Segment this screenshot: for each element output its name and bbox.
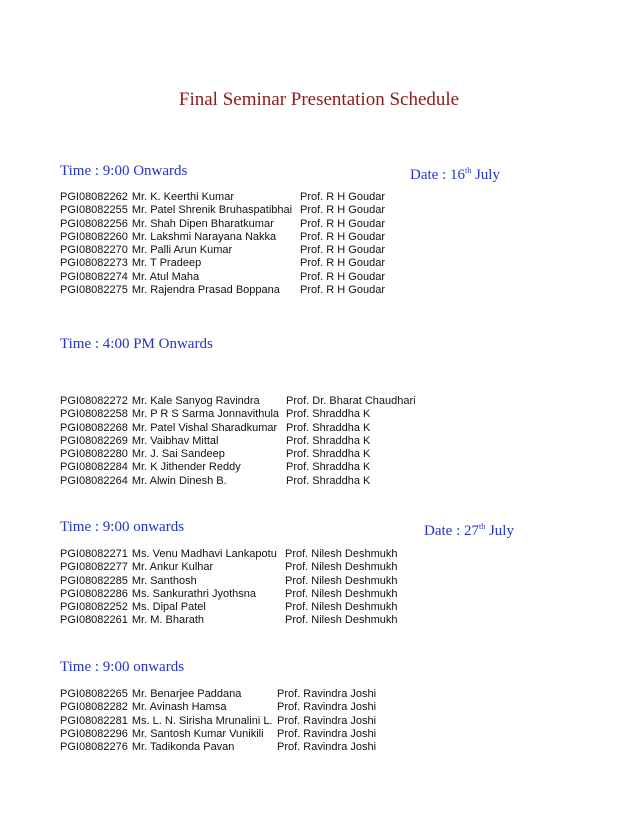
section-1-date <box>410 162 500 184</box>
guide-name: Prof. Shraddha K <box>286 448 371 461</box>
guide-name: Prof. Nilesh Deshmukh <box>285 614 398 627</box>
schedule-row <box>60 422 416 435</box>
student-name: Mr. Shah Dipen Bharatkumar <box>131 217 274 230</box>
student-name: Mr. Tadikonda Pavan <box>131 741 235 754</box>
student-id: PGI08082262 <box>60 191 128 203</box>
student-id: PGI08082272 <box>60 395 128 407</box>
guide-name: Prof. Dr. Bharat Chaudhari <box>286 395 416 407</box>
guide-name: Prof. Ravindra Joshi <box>277 688 377 700</box>
student-name: Mr. Palli Arun Kumar <box>131 244 233 257</box>
section-4-list <box>60 688 376 754</box>
student-name: Ms. Sankurathri Jyothsna <box>131 587 257 600</box>
student-name: Mr. Lakshmi Narayana Nakka <box>131 230 277 243</box>
section-3-time: Time : 9:00 onwards <box>60 519 185 535</box>
guide-name: Prof. Nilesh Deshmukh <box>285 601 398 614</box>
date-month: July <box>471 167 500 183</box>
student-name: Mr. K. Keerthi Kumar <box>131 191 234 203</box>
schedule-row <box>60 218 385 231</box>
schedule-row <box>60 191 385 204</box>
schedule-row <box>60 284 385 297</box>
student-id: PGI08082265 <box>60 688 128 700</box>
guide-name: Prof. Nilesh Deshmukh <box>285 587 398 600</box>
guide-name: Prof. R H Goudar <box>300 257 385 270</box>
schedule-row <box>60 741 376 754</box>
section-4-time: Time : 9:00 onwards <box>60 659 185 675</box>
student-name: Mr. K Jithender Reddy <box>131 461 241 474</box>
student-name: Mr. Atul Maha <box>131 270 200 283</box>
student-id: PGI08082260 <box>60 230 128 243</box>
section-3-date <box>424 518 514 540</box>
schedule-row <box>60 575 398 588</box>
section-2-time: Time : 4:00 PM Onwards <box>60 336 213 352</box>
student-id: PGI08082281 <box>60 714 128 727</box>
schedule-row <box>60 588 398 601</box>
schedule-row <box>60 448 416 461</box>
date-suffix-sup: th <box>464 166 472 175</box>
guide-name: Prof. R H Goudar <box>300 284 385 297</box>
student-id: PGI08082258 <box>60 408 128 421</box>
schedule-row <box>60 475 416 488</box>
guide-name: Prof. R H Goudar <box>300 244 385 257</box>
student-id: PGI08082273 <box>60 257 128 270</box>
guide-name: Prof. Shraddha K <box>286 461 371 474</box>
date-suffix-sup: th <box>478 522 486 531</box>
student-id: PGI08082286 <box>60 587 128 600</box>
schedule-row <box>60 461 416 474</box>
student-id: PGI08082285 <box>60 574 128 587</box>
schedule-row <box>60 715 376 728</box>
section-3-list <box>60 548 398 628</box>
student-name: Mr. Alwin Dinesh B. <box>131 474 227 487</box>
student-name: Mr. Santosh Kumar Vunikili <box>131 727 264 740</box>
student-name: Mr. Kale Sanyog Ravindra <box>131 395 260 407</box>
student-name: Mr. Ankur Kulhar <box>131 561 214 574</box>
student-name: Mr. T Pradeep <box>131 257 202 270</box>
student-id: PGI08082280 <box>60 448 128 461</box>
student-id: PGI08082275 <box>60 284 128 297</box>
student-id: PGI08082270 <box>60 244 128 257</box>
guide-name: Prof. Nilesh Deshmukh <box>285 561 398 574</box>
guide-name: Prof. Shraddha K <box>286 434 371 447</box>
section-2-list <box>60 395 416 488</box>
student-id: PGI08082252 <box>60 601 128 614</box>
schedule-row <box>60 561 398 574</box>
student-name: Mr. Vaibhav Mittal <box>131 434 219 447</box>
student-id: PGI08082269 <box>60 434 128 447</box>
guide-name: Prof. Shraddha K <box>286 474 371 487</box>
guide-name: Prof. Nilesh Deshmukh <box>285 574 398 587</box>
schedule-row <box>60 548 398 561</box>
student-id: PGI08082256 <box>60 217 128 230</box>
schedule-row <box>60 244 385 257</box>
schedule-row <box>60 688 376 701</box>
student-name: Ms. Dipal Patel <box>131 601 206 614</box>
schedule-row <box>60 408 416 421</box>
guide-name: Prof. Ravindra Joshi <box>277 727 377 740</box>
guide-name: Prof. Shraddha K <box>286 408 371 421</box>
student-name: Mr. Rajendra Prasad Boppana <box>131 284 280 297</box>
schedule-row <box>60 231 385 244</box>
page-title: Final Seminar Presentation Schedule <box>178 89 460 110</box>
schedule-row <box>60 257 385 270</box>
student-name: Mr. Patel Vishal Sharadkumar <box>131 421 278 434</box>
student-name: Mr. M. Bharath <box>131 614 205 627</box>
student-id: PGI08082296 <box>60 727 128 740</box>
student-id: PGI08082261 <box>60 614 128 627</box>
student-name: Mr. Avinash Hamsa <box>131 701 227 714</box>
guide-name: Prof. R H Goudar <box>300 191 385 203</box>
guide-name: Prof. Nilesh Deshmukh <box>285 548 398 560</box>
student-id: PGI08082268 <box>60 421 128 434</box>
student-name: Mr. Patel Shrenik Bruhaspatibhai <box>131 204 293 217</box>
date-prefix: Date : 27 <box>424 523 479 539</box>
student-id: PGI08082282 <box>60 701 128 714</box>
student-id: PGI08082264 <box>60 474 128 487</box>
guide-name: Prof. Ravindra Joshi <box>277 701 377 714</box>
student-name: Mr. Benarjee Paddana <box>131 688 242 700</box>
schedule-row <box>60 271 385 284</box>
guide-name: Prof. R H Goudar <box>300 204 385 217</box>
schedule-row <box>60 614 398 627</box>
student-name: Mr. J. Sai Sandeep <box>131 448 225 461</box>
student-id: PGI08082274 <box>60 270 128 283</box>
student-id: PGI08082255 <box>60 204 128 217</box>
schedule-row <box>60 701 376 714</box>
student-id: PGI08082276 <box>60 741 128 754</box>
schedule-row <box>60 435 416 448</box>
guide-name: Prof. R H Goudar <box>300 270 385 283</box>
guide-name: Prof. R H Goudar <box>300 217 385 230</box>
student-name: Mr. Santhosh <box>131 574 197 587</box>
student-name: Mr. P R S Sarma Jonnavithula <box>131 408 280 421</box>
date-prefix: Date : 16 <box>410 167 465 183</box>
student-name: Ms. Venu Madhavi Lankapotu <box>131 548 277 560</box>
student-name: Ms. L. N. Sirisha Mrunalini L. <box>131 714 273 727</box>
schedule-row <box>60 728 376 741</box>
guide-name: Prof. Ravindra Joshi <box>277 714 377 727</box>
student-id: PGI08082284 <box>60 461 128 474</box>
section-1-list <box>60 191 385 297</box>
guide-name: Prof. R H Goudar <box>300 230 385 243</box>
guide-name: Prof. Shraddha K <box>286 421 371 434</box>
schedule-row <box>60 601 398 614</box>
date-month: July <box>485 523 514 539</box>
schedule-row <box>60 204 385 217</box>
guide-name: Prof. Ravindra Joshi <box>277 741 377 754</box>
student-id: PGI08082277 <box>60 561 128 574</box>
student-id: PGI08082271 <box>60 548 128 560</box>
section-1-time: Time : 9:00 Onwards <box>60 163 188 179</box>
schedule-row <box>60 395 416 408</box>
